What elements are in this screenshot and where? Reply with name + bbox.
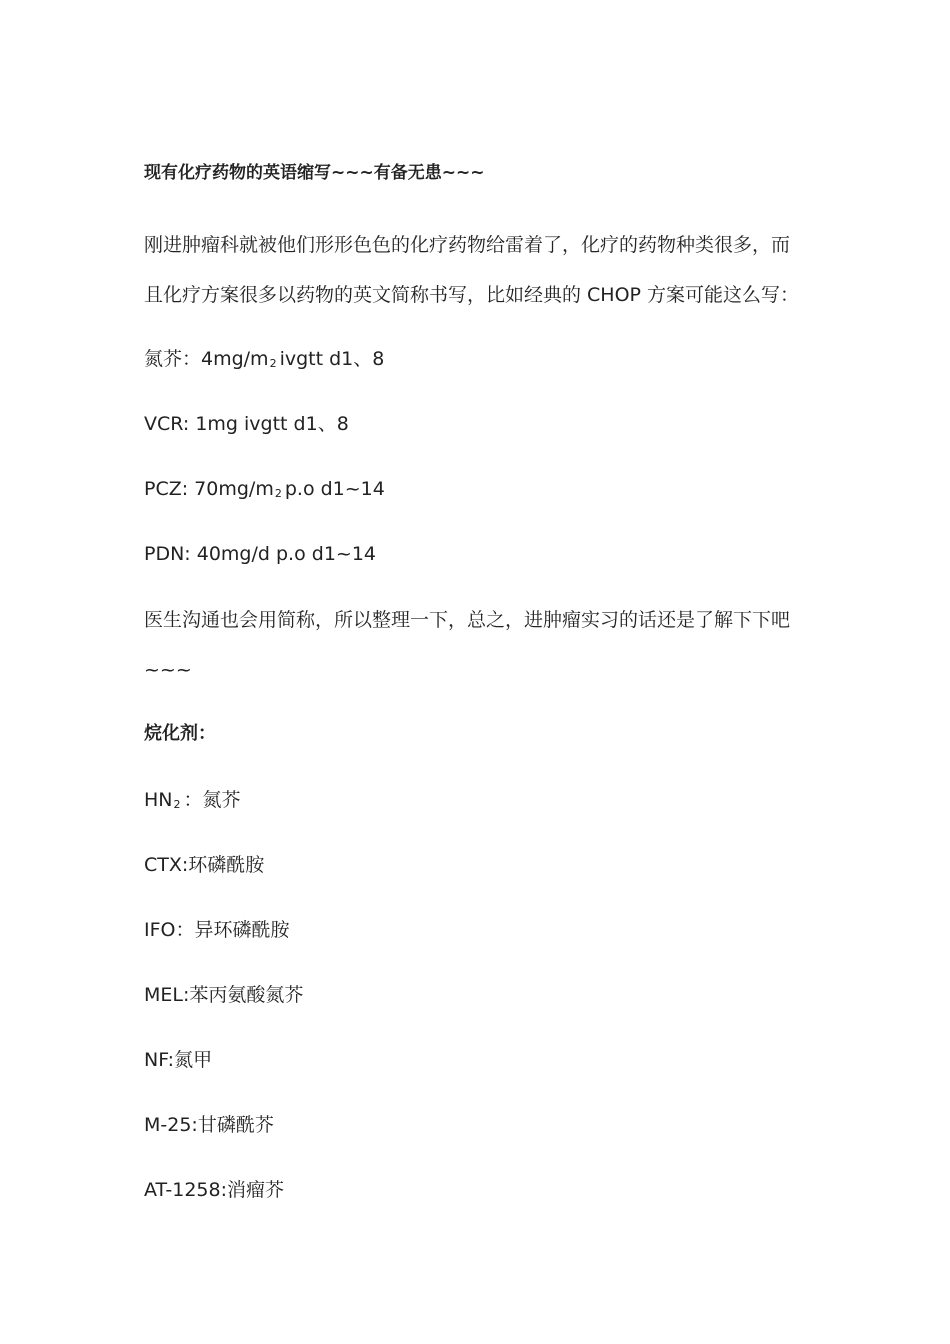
drug-item-nf: NF:氮甲 [144,1049,213,1071]
regimen-text: 氮芥：4mg/m [144,348,269,370]
subscript: 2 [173,798,181,811]
drug-item-ifo: IFO：异环磷酰胺 [144,919,290,941]
regimen-text: p.o d1~14 [284,478,385,500]
drug-item-hn2 [144,788,824,817]
regimen-line-pdn: PDN: 40mg/d p.o d1~14 [144,543,376,565]
regimen-line-mustine [144,347,824,376]
regimen-line-vcr: VCR: 1mg ivgtt d1、8 [144,413,349,435]
outro-line-1: 医生沟通也会用简称，所以整理一下，总之，进肿瘤实习的话还是了解下下吧 [144,609,791,631]
intro-line-2: 且化疗方案很多以药物的英文简称书写，比如经典的 CHOP 方案可能这么写： [144,284,800,306]
regimen-line-pcz [144,477,824,506]
drug-item-mel: MEL:苯丙氨酸氮芥 [144,984,304,1006]
intro-line-1: 刚进肿瘤科就被他们形形色色的化疗药物给雷着了，化疗的药物种类很多，而 [144,234,791,256]
drug-text: ：氮芥 [183,789,241,811]
page-title: 现有化疗药物的英语缩写~~~有备无患~~~ [144,163,485,183]
section-heading-alkylating: 烷化剂： [144,723,216,744]
drug-item-m25: M-25:甘磷酰芥 [144,1114,274,1136]
drug-item-at1258: AT-1258:消瘤芥 [144,1179,284,1201]
drug-text: HN [144,789,173,811]
regimen-text: ivgtt d1、8 [279,348,385,370]
drug-item-ctx: CTX:环磷酰胺 [144,854,265,876]
subscript: 2 [269,357,277,370]
regimen-text: PCZ: 70mg/m [144,478,274,500]
subscript: 2 [274,487,282,500]
outro-line-2: ~~~ [144,659,192,681]
